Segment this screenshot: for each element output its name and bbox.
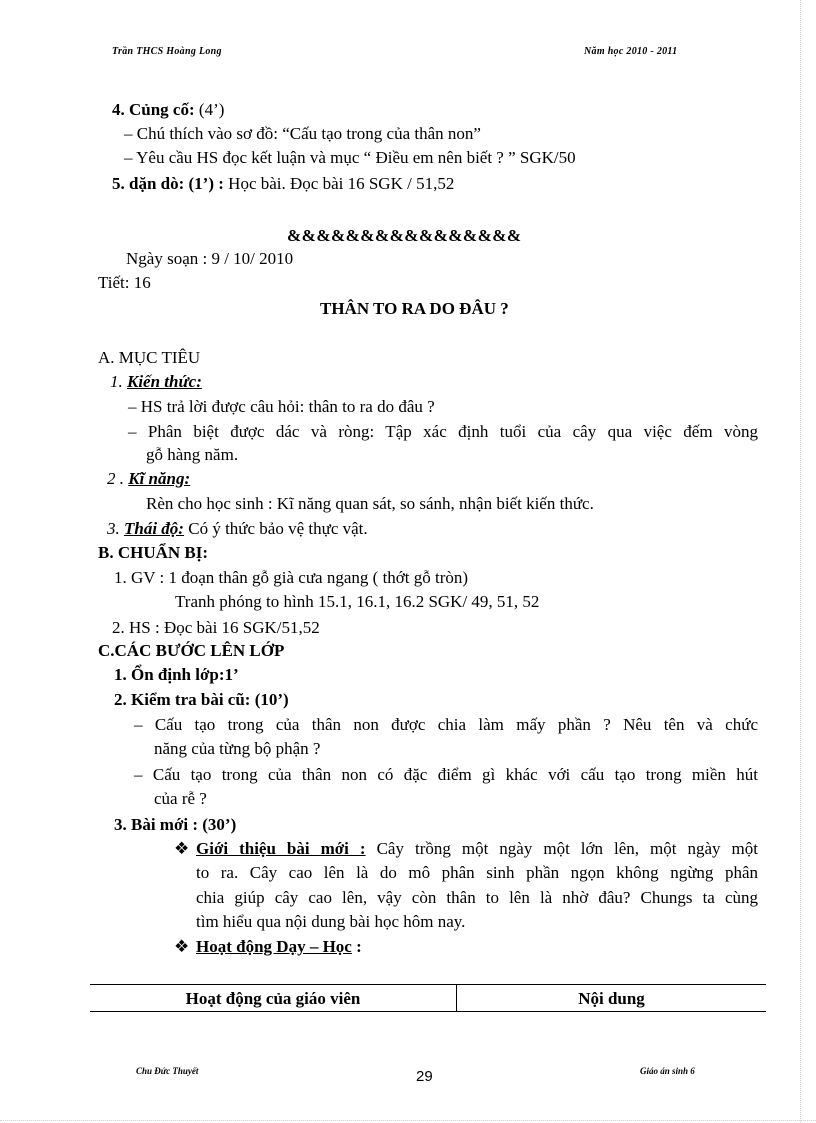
skills-heading [107, 468, 190, 490]
table-col-content: Nội dung [578, 989, 645, 1008]
attitude-line [107, 518, 368, 540]
lesson-date: Ngày soạn : 9 / 10/ 2010 [126, 249, 294, 268]
section-c-heading: C.CÁC BƯỚC LÊN LỚP [98, 641, 285, 660]
skills-num: 2 . [107, 469, 129, 488]
knowledge-item-2-cont: gỗ hàng năm. [146, 445, 239, 464]
attitude-label: Thái độ: [124, 519, 184, 538]
footer-left: Chu Đức Thuyết [136, 1066, 199, 1076]
activity-label: Hoạt động Dạy – Học [196, 937, 352, 956]
section4-title [112, 99, 224, 121]
section5-label: 5. dặn dò: (1’) : [112, 174, 224, 193]
intro-line-2: to ra. Cây cao lên là do mô phân sinh phần ngọn không ngừng phân [196, 863, 758, 882]
page-number: 29 [416, 1068, 433, 1085]
intro-line-1 [196, 838, 758, 860]
review-q1-cont: năng của từng bộ phận ? [154, 739, 321, 758]
attitude-text: Có ý thức bảo vệ thực vật. [183, 519, 368, 538]
section4-item-2: – Yêu cầu HS đọc kết luận và mục “ Điều em nên biết ? ” SGK/50 [124, 148, 576, 167]
skills-text: Rèn cho học sinh : Kĩ năng quan sát, so sánh, nhận biết kiến thức. [146, 494, 594, 513]
prep-gv-2: Tranh phóng to hình 15.1, 16.1, 16.2 SGK/ 49, 51, 52 [175, 592, 540, 611]
intro-bullet-icon: ❖ [174, 839, 190, 858]
lesson-period: Tiết: 16 [98, 273, 151, 292]
review-q2-cont: của rễ ? [154, 789, 207, 808]
activity-table-header [90, 984, 766, 1012]
intro-line-3: chia giúp cây cao lên, vậy còn thân to lên là nhờ đâu? Chungs ta cùng [196, 888, 758, 907]
knowledge-item-2: – Phân biệt được dác và ròng: Tập xác định tuổi của cây qua việc đếm vòng [128, 422, 758, 441]
review-q1: – Cấu tạo trong của thân non được chia làm mấy phần ? Nêu tên và chức [134, 715, 758, 734]
section4-time: (4’) [194, 100, 225, 119]
intro-label: Giới thiệu bài mới : [196, 839, 366, 858]
section4-label: 4. Củng cố: [112, 100, 195, 119]
page-edge-horizontal [0, 1120, 816, 1121]
intro-line-4: tìm hiểu qua nội dung bài học hôm nay. [196, 912, 466, 931]
review-q2: – Cấu tạo trong của thân non có đặc điểm gì khác với cấu tạo trong miền hút [134, 765, 758, 784]
activity-tail: : [351, 937, 362, 956]
header-left: Trần THCS Hoàng Long [112, 46, 222, 57]
knowledge-label: Kiến thức: [127, 372, 202, 391]
step-3: 3. Bài mới : (30’) [114, 815, 237, 834]
section-b-heading: B. CHUẨN BỊ: [98, 543, 209, 562]
prep-hs: 2. HS : Đọc bài 16 SGK/51,52 [112, 618, 320, 637]
section-a-heading: A. MỤC TIÊU [98, 348, 201, 367]
step-1: 1. Ổn định lớp:1’ [114, 665, 239, 684]
attitude-num: 3. [107, 519, 124, 538]
header-right: Năm học 2010 - 2011 [584, 46, 678, 57]
section5-line [112, 173, 454, 195]
section5-text: Học bài. Đọc bài 16 SGK / 51,52 [223, 174, 455, 193]
activity-bullet-icon: ❖ [174, 937, 190, 956]
page-edge-vertical [800, 0, 801, 1123]
table-col-teacher: Hoạt động của giáo viên [90, 985, 457, 1011]
step-2: 2. Kiểm tra bài cũ: (10’) [114, 690, 289, 709]
prep-gv-1: 1. GV : 1 đoạn thân gỗ già cưa ngang ( thớt gỗ tròn) [114, 568, 469, 587]
separator: &&&&&&&&&&&&&&&& [287, 226, 522, 245]
lesson-title: THÂN TO RA DO ĐÂU ? [320, 299, 509, 318]
knowledge-heading [110, 371, 202, 393]
activity-heading [196, 936, 362, 958]
knowledge-item-1: – HS trả lời được câu hỏi: thân to ra do đâu ? [128, 397, 435, 416]
footer-right: Giáo án sinh 6 [640, 1066, 695, 1076]
skills-label: Kĩ năng: [128, 469, 191, 488]
section4-item-1: – Chú thích vào sơ đồ: “Cấu tạo trong của thân non” [124, 124, 481, 143]
knowledge-num: 1. [110, 372, 127, 391]
intro-text-1: Cây trồng một ngày một lớn lên, một ngày một [365, 839, 758, 858]
